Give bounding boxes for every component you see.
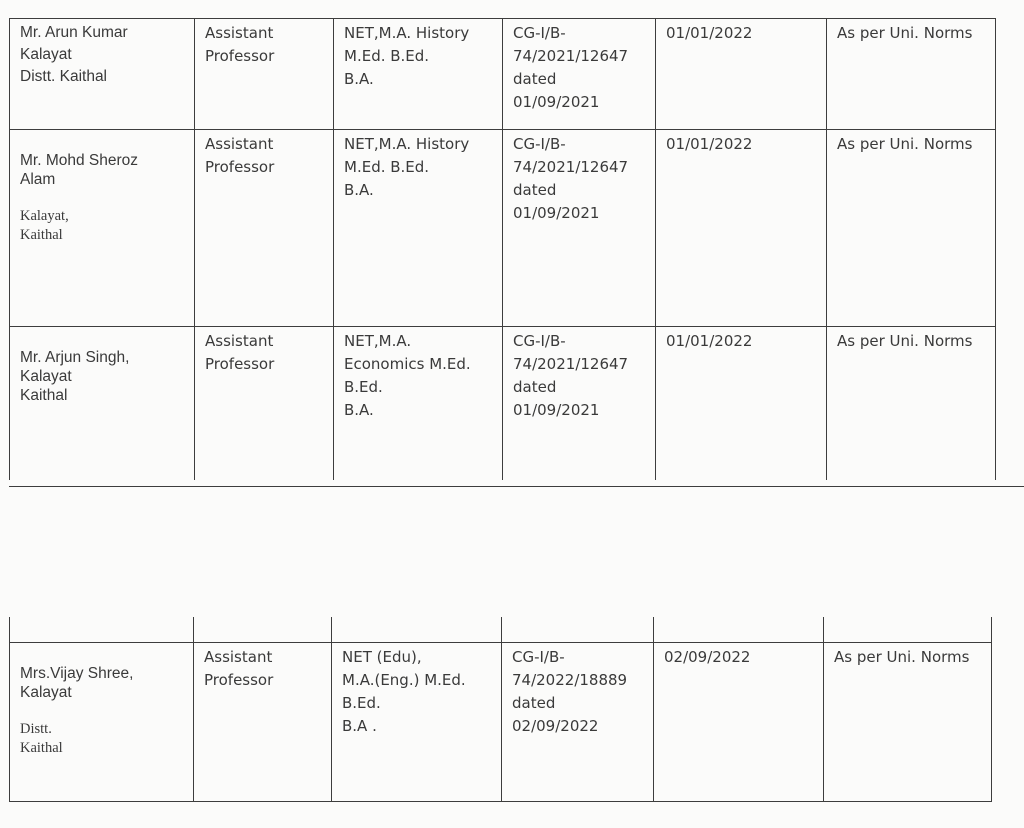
designation-cell: Assistant Professor bbox=[195, 130, 334, 327]
pay-cell: As per Uni. Norms bbox=[827, 19, 996, 130]
order-cell: CG-I/B- 74/2021/12647 dated 01/09/2021 bbox=[503, 327, 656, 481]
pay-cell: As per Uni. Norms bbox=[824, 643, 992, 802]
name-cell: Mrs.Vijay Shree, Kalayat Distt. Kaithal bbox=[10, 643, 194, 802]
faculty-table-bottom bbox=[9, 617, 992, 802]
table-bottom-rule bbox=[9, 486, 1024, 487]
order-cell: CG-I/B- 74/2021/12647 dated 01/09/2021 bbox=[503, 130, 656, 327]
name-cell: Mr. Mohd Sheroz Alam Kalayat, Kaithal bbox=[10, 130, 195, 327]
faculty-table-top bbox=[9, 18, 996, 480]
date-cell: 01/01/2022 bbox=[656, 130, 827, 327]
order-cell: CG-I/B- 74/2021/12647 dated 01/09/2021 bbox=[503, 19, 656, 130]
table-row bbox=[10, 643, 992, 802]
pay-cell: As per Uni. Norms bbox=[827, 130, 996, 327]
qualification-cell: NET,M.A. History M.Ed. B.Ed. B.A. bbox=[334, 130, 503, 327]
table-row-spacer bbox=[10, 617, 992, 643]
pay-cell: As per Uni. Norms bbox=[827, 327, 996, 481]
name-cell: Mr. Arjun Singh, Kalayat Kaithal bbox=[10, 327, 195, 481]
name-cell: Mr. Arun Kumar Kalayat Distt. Kaithal bbox=[10, 19, 195, 130]
table-row bbox=[10, 19, 996, 130]
designation-cell: Assistant Professor bbox=[194, 643, 332, 802]
qualification-cell: NET,M.A. Economics M.Ed. B.Ed. B.A. bbox=[334, 327, 503, 481]
designation-cell: Assistant Professor bbox=[195, 327, 334, 481]
table-row bbox=[10, 130, 996, 327]
qualification-cell: NET (Edu), M.A.(Eng.) M.Ed. B.Ed. B.A . bbox=[332, 643, 502, 802]
date-cell: 02/09/2022 bbox=[654, 643, 824, 802]
table-row bbox=[10, 327, 996, 481]
qualification-cell: NET,M.A. History M.Ed. B.Ed. B.A. bbox=[334, 19, 503, 130]
designation-cell: Assistant Professor bbox=[195, 19, 334, 130]
date-cell: 01/01/2022 bbox=[656, 19, 827, 130]
date-cell: 01/01/2022 bbox=[656, 327, 827, 481]
order-cell: CG-I/B- 74/2022/18889 dated 02/09/2022 bbox=[502, 643, 654, 802]
